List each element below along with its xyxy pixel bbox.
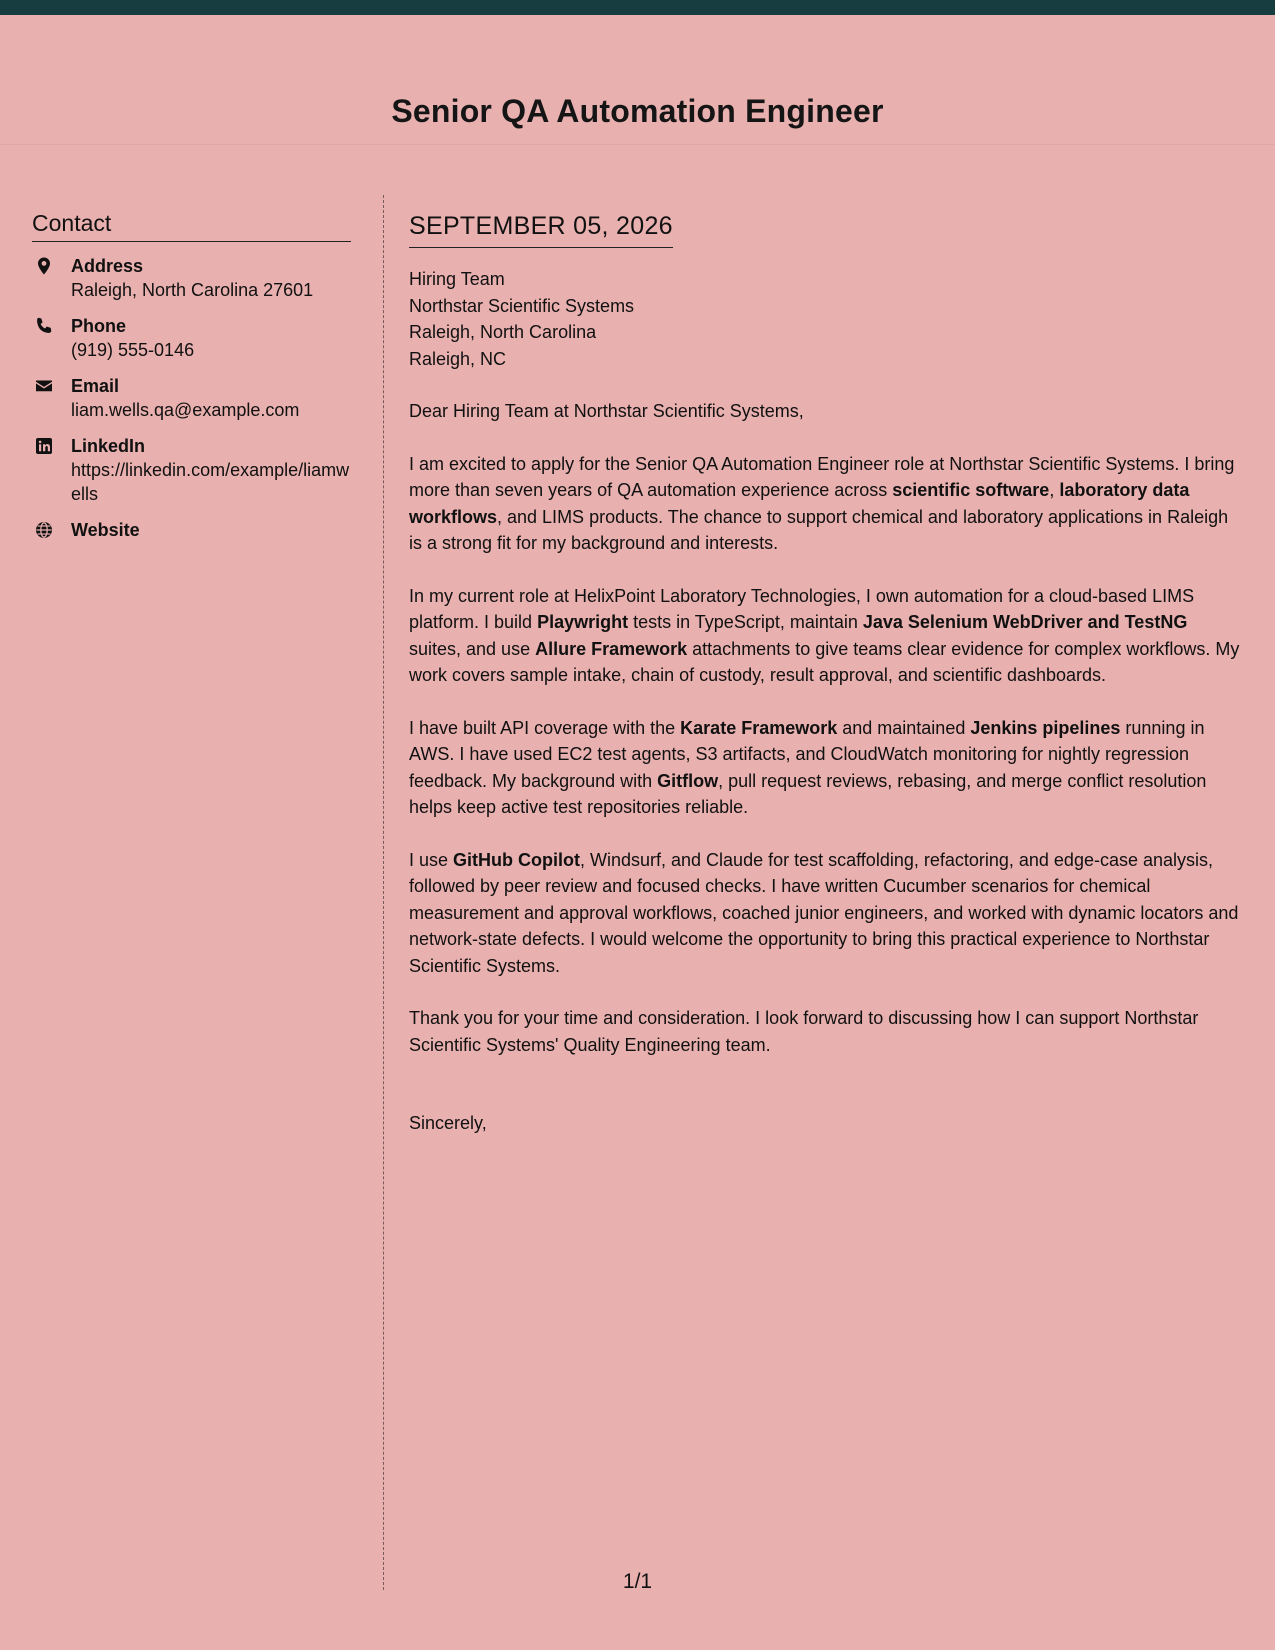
top-bar [0, 0, 1275, 15]
emphasis-text: Java Selenium WebDriver and TestNG [862, 612, 1188, 632]
text-run: Thank you for your time and consideration. I look forward to discussing how I can support Northstar Scientific Systems' Quality Engineering team. [409, 1008, 1199, 1055]
address-label: Address [71, 256, 144, 276]
text-run: , and LIMS products. The chance to support chemical and laboratory applications in Raleigh is a strong fit for my background and interests. [409, 506, 1229, 553]
emphasis-text: Allure Framework [535, 638, 688, 659]
text-run: suites, and use [409, 638, 536, 659]
emphasis-text: Playwright [537, 612, 629, 632]
text-run: and maintained [837, 717, 971, 738]
linkedin-label: LinkedIn [71, 436, 146, 456]
phone-label: Phone [71, 316, 127, 336]
column-divider [383, 195, 384, 1590]
closing: Sincerely, [409, 1113, 487, 1133]
text-run: tests in TypeScript, maintain [628, 612, 863, 632]
text-run: I have built API coverage with the [409, 717, 681, 738]
page-title: Senior QA Automation Engineer [391, 93, 884, 129]
recipient-line: Northstar Scientific Systems [409, 295, 635, 316]
emphasis-text: Jenkins pipelines [970, 717, 1121, 738]
address-value: Raleigh, North Carolina 27601 [71, 280, 314, 300]
paragraph [409, 715, 1244, 821]
header [0, 15, 1275, 145]
text-run: running in AWS. I have used EC2 test agents, S3 artifacts, and CloudWatch monitoring for nightly regression feedback. My background with [409, 717, 1205, 791]
contact-phone [32, 314, 352, 362]
text-run: I am excited to apply for the Senior QA Automation Engineer role at Northstar Scientific Systems. I bring more than seven years of QA automation experience across [409, 453, 1235, 500]
map-pin-icon [34, 256, 54, 276]
text-run: , [1049, 480, 1060, 500]
contact-linkedin [32, 434, 352, 506]
paragraph [409, 451, 1244, 557]
text-run: In my current role at HelixPoint Laboratory Technologies, I own automation for a cloud-based LIMS platform. I build [409, 585, 1195, 632]
contact-sidebar [32, 210, 352, 542]
letter-date: SEPTEMBER 05, 2026 [409, 212, 673, 248]
linkedin-icon [34, 436, 54, 456]
recipient-line: Hiring Team [409, 269, 505, 289]
paragraph [409, 1005, 1244, 1058]
emphasis-text: laboratory data workflows [409, 480, 1190, 527]
emphasis-text: scientific software [892, 480, 1050, 500]
globe-icon [34, 520, 54, 540]
linkedin-value[interactable]: https://linkedin.com/example/liamwells [71, 460, 350, 504]
phone-value: (919) 555-0146 [71, 340, 195, 360]
text-run: I use [409, 849, 454, 870]
emphasis-text: Gitflow [657, 770, 719, 791]
contact-email [32, 374, 352, 422]
text-run: attachments to give teams clear evidence for complex workflows. My work covers sample intake, chain of custody, result approval, and scientific dashboards. [409, 638, 1240, 685]
letter-body [409, 212, 1244, 1137]
contact-address [32, 254, 352, 302]
text-run: , pull request reviews, rebasing, and merge conflict resolution helps keep active test repositories reliable. [409, 770, 1207, 817]
text-run: , Windsurf, and Claude for test scaffolding, refactoring, and edge-case analysis, followed by peer review and focused checks. I have written Cucumber scenarios for chemical measurement and approval workflows, coached junior engineers, and worked with dynamic locators and network-state defects. I would welcome the opportunity to bring this practical experience to Northstar Scientific Systems. [409, 849, 1239, 976]
recipient-line: Raleigh, North Carolina [409, 322, 597, 342]
website-label: Website [71, 520, 140, 540]
page-number: 1/1 [622, 1570, 653, 1593]
emphasis-text: GitHub Copilot [453, 849, 580, 870]
salutation: Dear Hiring Team at Northstar Scientific Systems, [409, 401, 804, 421]
envelope-icon [34, 376, 54, 396]
email-label: Email [71, 376, 120, 396]
paragraph [409, 847, 1244, 980]
recipient-block [409, 266, 1244, 372]
contact-heading: Contact [32, 210, 351, 242]
recipient-line: Raleigh, NC [409, 348, 507, 369]
email-value[interactable]: liam.wells.qa@example.com [71, 400, 300, 420]
phone-icon [34, 316, 54, 336]
letter-content [409, 398, 1244, 1137]
paragraph [409, 583, 1244, 689]
emphasis-text: Karate Framework [680, 717, 838, 738]
contact-website [32, 518, 352, 542]
